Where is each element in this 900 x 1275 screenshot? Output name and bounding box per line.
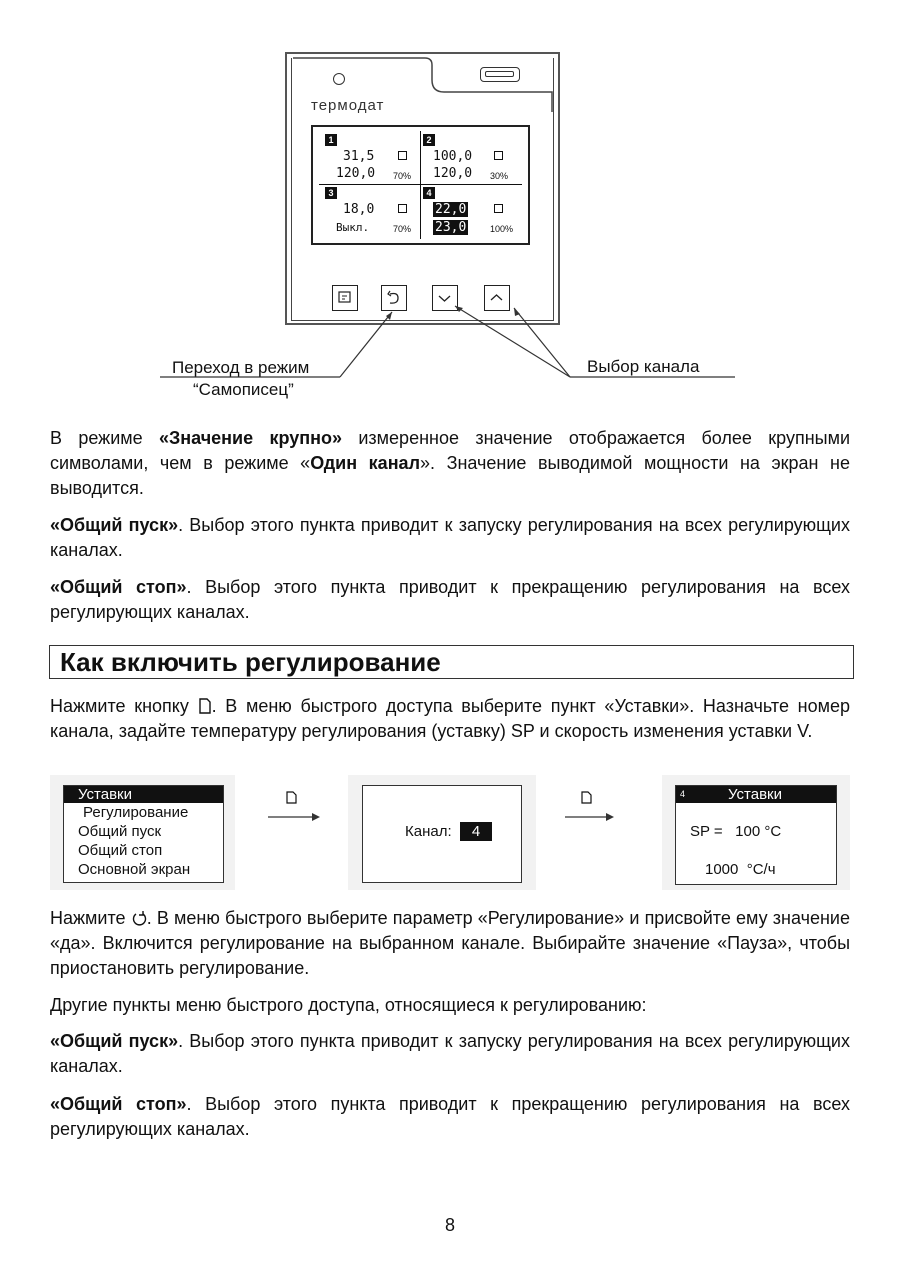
channel-number-4: 4 [423,187,435,199]
paragraph-other-items: Другие пункты меню быстрого доступа, относящиеся к регулированию: [50,995,647,1015]
setpoint-screen-header [676,786,836,803]
menu-key-icon [198,698,212,714]
channel-4-setpoint: 23,0 [435,220,467,235]
menu-item-main-screen: Основной экран [78,861,191,878]
callout-lines [0,0,900,420]
menu-key-icon [287,792,296,803]
channel-number-3: 3 [325,187,337,199]
channel-3-setpoint: Выкл. [336,221,370,234]
channel-1-value: 31,5 [343,149,375,164]
setpoint-screen-title: Уставки [728,786,782,803]
channel-number-2: 2 [423,134,435,146]
arrow-step-1 [268,790,328,825]
paragraph-general-stop-2: «Общий стоп». Выбор этого пункта приводит к прекращению регулирования на всех регулирующих каналах. [50,1094,850,1139]
menu-item-general-stop: Общий стоп [78,842,163,859]
paragraph-large-value: В режиме «Значение крупно» измеренное значение отображается более крупными символами, чем в режиме «Один канал». Значение выводимой мощности на экран не выводится. [50,428,850,498]
callout-channel-select: Выбор канала [587,357,700,376]
arrow-step-2 [565,790,625,825]
channel-3-value: 18,0 [343,202,375,217]
page-number: 8 [444,1215,455,1235]
channel-label: Канал: [405,823,452,840]
channel-value: 4 [460,822,492,841]
section-heading: Как включить регулирование [49,645,854,679]
paragraph-general-start: «Общий пуск». Выбор этого пункта приводит к запуску регулирования на всех регулирующих каналах. [50,515,850,560]
channel-1-setpoint: 120,0 [336,166,376,181]
menu-screen-title: Уставки [64,786,223,803]
menu-key-icon [582,792,591,803]
channel-number-1: 1 [325,134,337,146]
channel-1-power: 70% [393,171,412,181]
channel-2-setpoint: 120,0 [433,166,473,181]
channel-2-value: 100,0 [433,149,473,164]
callout-record-mode-line1: Переход в режим [172,358,310,377]
setpoint-sp-value: SP = 100 °C [690,823,782,840]
return-arrow-icon [131,910,147,926]
paragraph-enable-control: Нажмите кнопку . В меню быстрого доступа выберите пункт «Уставки». Назначьте номер канала, задайте температуру регулирования (уставку) SP и скорость изменения уставки V. [50,696,850,741]
channel-3-power: 70% [393,224,412,234]
paragraph-general-stop: «Общий стоп». Выбор этого пункта приводит к прекращению регулирования на всех регулирующих каналах. [50,577,850,622]
paragraph-regulation-param: Нажмите . В меню быстрого выберите параметр «Регулирование» и присвойте ему значение «да». Включится регулирование на выбранном канале. Выбирайте значение «Пауза», чтобы приостановить регулирование. [50,908,850,978]
setpoint-rate-value: 1000 °C/ч [705,861,776,878]
menu-item-regulation: Регулирование [83,804,189,821]
menu-item-general-start: Общий пуск [78,823,162,840]
setpoint-channel-number: 4 [680,789,686,799]
channel-4-value: 22,0 [435,202,467,217]
channel-4-power: 100% [490,224,514,234]
device-brand: термодат [311,97,385,114]
paragraph-general-start-2: «Общий пуск». Выбор этого пункта приводит к запуску регулирования на всех регулирующих каналах. [50,1031,850,1076]
channel-2-power: 30% [490,171,509,181]
callout-record-mode-line2: “Самописец” [193,380,294,399]
